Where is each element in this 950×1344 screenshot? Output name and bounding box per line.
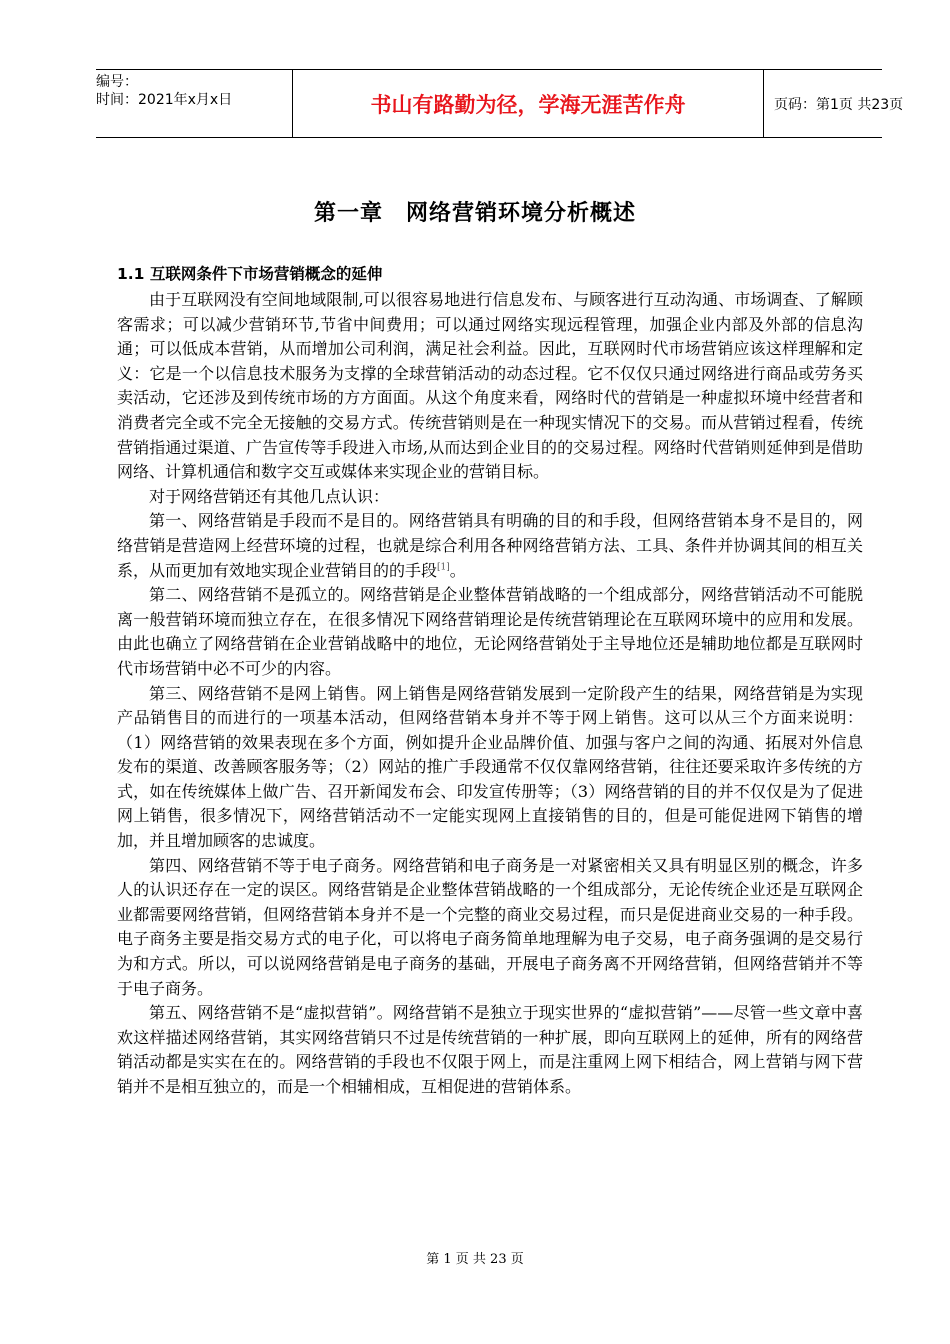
chapter-title: 第一章 网络营销环境分析概述	[313, 201, 636, 226]
paragraph-tail: 。	[449, 560, 466, 580]
paragraph: 第四、网络营销不等于电子商务。网络营销和电子商务是一对紧密相关又具有明显区别的概念，许多人的认识还存在一定的误区。网络营销是企业整体营销战略的一个组成部分，无论传统企业还是互联网企业都需要网络营销，但网络营销本身并不是一个完整的商业交易过程，而只是促进商业交易的一种手段。电子商务主要是指交易方式的电子化，可以将电子商务简单地理解为电子交易，电子商务强调的是交易行为和方式。所以，可以说网络营销是电子商务的基础，开展电子商务离不开网络营销，但网络营销并不等于电子商务。	[117, 855, 863, 998]
section-title: 1.1 互联网条件下市场营销概念的延伸	[117, 265, 383, 283]
paragraph: 第五、网络营销不是“虚拟营销”。网络营销不是独立于现实世界的“虚拟营销”——尽管一些文章中喜欢这样描述网络营销，其实网络营销只不过是传统营销的一种扩展，即向互联网上的延伸，所有的网络营销活动都是实实在在的。网络营销的手段也不仅限于网上，而是注重网上网下相结合，网上营销与网下营销并不是相互独立的，而是一个相辅相成，互相促进的营销体系。	[117, 1003, 863, 1096]
header-page-code: 页码：第1页 共23页	[774, 96, 904, 113]
paragraph	[117, 509, 863, 583]
header-code: 编号：	[96, 74, 138, 90]
paragraph: 第三、网络营销不是网上销售。网上销售是网络营销发展到一定阶段产生的结果，网络营销是为实现产品销售目的而进行的一项基本活动，但网络营销本身并不等于网上销售。这可以从三个方面来说明：（1）网络营销的效果表现在多个方面，例如提升企业品牌价值、加强与客户之间的沟通、拓展对外信息发布的渠道、改善顾客服务等；（2）网站的推广手段通常不仅仅靠网络营销，往往还要采取许多传统的方式，如在传统媒体上做广告、召开新闻发布会、印发宣传册等；（3）网络营销的目的并不仅仅是为了促进网上销售，很多情况下，网络营销活动不一定能实现网上直接销售的目的，但是可能促进网下销售的增加，并且增加顾客的忠诚度。	[117, 683, 863, 851]
paragraph-text: 第一、网络营销是手段而不是目的。网络营销具有明确的目的和手段，但网络营销本身不是目的，网络营销是营造网上经营环境的过程，也就是综合利用各种网络营销方法、工具、条件并协调其间的相互关系，从而更加有效地实现企业营销目的的手段	[117, 511, 863, 580]
paragraph: 由于互联网没有空间地域限制,可以很容易地进行信息发布、与顾客进行互动沟通、市场调查、了解顾客需求；可以减少营销环节,节省中间费用；可以通过网络实现远程管理，加强企业内部及外部的信息沟通；可以低成本营销，从而增加公司利润，满足社会利益。因此，互联网时代市场营销应该这样理解和定义：它是一个以信息技术服务为支撑的全球营销活动的动态过程。它不仅仅只通过网络进行商品或劳务买卖活动，它还涉及到传统市场的方方面面。从这个角度来看，网络时代的营销是一种虚拟环境中经营者和消费者完全或不完全无接触的交易方式。传统营销则是在一种现实情况下的交易。而从营销过程看，传统营销指通过渠道、广告宣传等手段进入市场,从而达到企业目的的交易过程。网络时代营销则延伸到是借助网络、计算机通信和数字交互或媒体来实现企业的营销目标。	[117, 290, 863, 482]
page-header	[96, 69, 904, 138]
paragraph: 第二、网络营销不是孤立的。网络营销是企业整体营销战略的一个组成部分，网络营销活动不可能脱离一般营销环境而独立存在，在很多情况下网络营销理论是传统营销理论在互联网环境中的应用和发展。由此也确立了网络营销在企业营销战略中的地位，无论网络营销处于主导地位还是辅助地位都是互联网时代市场营销中必不可少的内容。	[117, 585, 863, 678]
citation-mark[interactable]: [1]	[437, 562, 450, 573]
header-meta	[96, 70, 292, 137]
header-motto: 书山有路勤为径，学海无涯苦作舟	[292, 70, 764, 137]
body-text	[117, 288, 863, 1100]
header-time: 时间：2021年x月x日	[96, 92, 233, 108]
paragraph: 对于网络营销还有其他几点认识：	[149, 486, 390, 506]
page-footer: 第 1 页 共 23 页	[426, 1252, 524, 1267]
